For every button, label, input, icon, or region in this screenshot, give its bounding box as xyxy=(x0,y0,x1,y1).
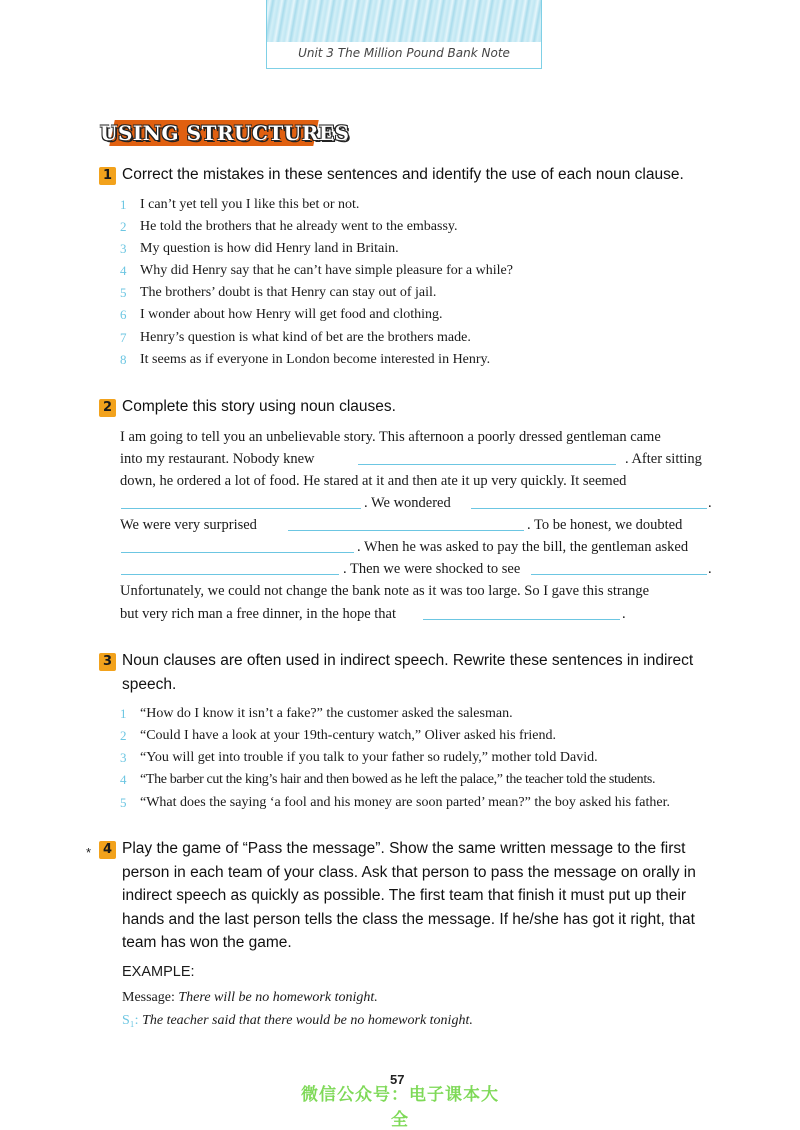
story-line: but very rich man a free dinner, in the hope that . xyxy=(120,606,626,622)
answer-blank[interactable] xyxy=(471,508,707,509)
exercise-number-1: 1 xyxy=(99,167,116,185)
exercise-4-instruction: team has won the game. xyxy=(122,934,292,951)
example-response: S₁: The teacher said that there would be no homework tonight. xyxy=(122,1013,473,1028)
exercise-2-instruction: Complete this story using noun clauses. xyxy=(122,398,396,415)
story-line: I am going to tell you an unbelievable story. This afternoon a poorly dressed gentleman came xyxy=(120,429,661,445)
unit-title: Unit 3 The Million Pound Bank Note xyxy=(298,46,510,60)
exercise-4-instruction: indirect speech as quickly as possible. The first team that finish it must put up their xyxy=(122,887,687,904)
example-message: Message: There will be no homework tonight. xyxy=(122,990,378,1005)
exercise-number-3: 3 xyxy=(99,653,116,671)
exercise-4-instruction: person in each team of your class. Ask that person to pass the message on orally in xyxy=(122,864,696,881)
header-banner-image xyxy=(267,0,541,42)
answer-blank[interactable] xyxy=(358,464,616,465)
story-line: into my restaurant. Nobody knew . After sitting xyxy=(120,451,702,467)
answer-blank[interactable] xyxy=(121,574,339,575)
exercise-number-4: 4 xyxy=(99,841,116,859)
answer-blank[interactable] xyxy=(121,508,361,509)
answer-blank[interactable] xyxy=(531,574,707,575)
story-line: We were very surprised . To be honest, we doubted xyxy=(120,517,683,533)
exercise-3-instruction: Noun clauses are often used in indirect speech. Rewrite these sentences in indirect xyxy=(122,652,694,669)
answer-blank[interactable] xyxy=(423,619,620,620)
footer-watermark: 微信公众号：电子课本大全 xyxy=(301,1085,499,1130)
example-label: EXAMPLE: xyxy=(122,964,195,980)
section-heading xyxy=(100,118,350,152)
section-title: USING STRUCTURES xyxy=(100,121,350,145)
exercise-number-2: 2 xyxy=(99,399,116,417)
exercise-4-instruction: Play the game of “Pass the message”. Show the same written message to the first xyxy=(122,840,686,857)
story-line: down, he ordered a lot of food. He stared at it and then ate it up very quickly. It seemed xyxy=(120,473,627,489)
exercise-1-instruction: Correct the mistakes in these sentences and identify the use of each noun clause. xyxy=(122,166,684,183)
exercise-4-instruction: hands and the last person tells the class the message. If he/she has got it right, that xyxy=(122,911,695,928)
unit-header xyxy=(266,0,542,69)
answer-blank[interactable] xyxy=(121,552,354,553)
optional-star: * xyxy=(86,845,92,860)
page-number: 57 xyxy=(390,1072,405,1087)
story-line: Unfortunately, we could not change the bank note as it was too large. So I gave this strange xyxy=(120,583,650,599)
exercise-3-instruction-cont: speech. xyxy=(122,676,177,693)
answer-blank[interactable] xyxy=(288,530,524,531)
